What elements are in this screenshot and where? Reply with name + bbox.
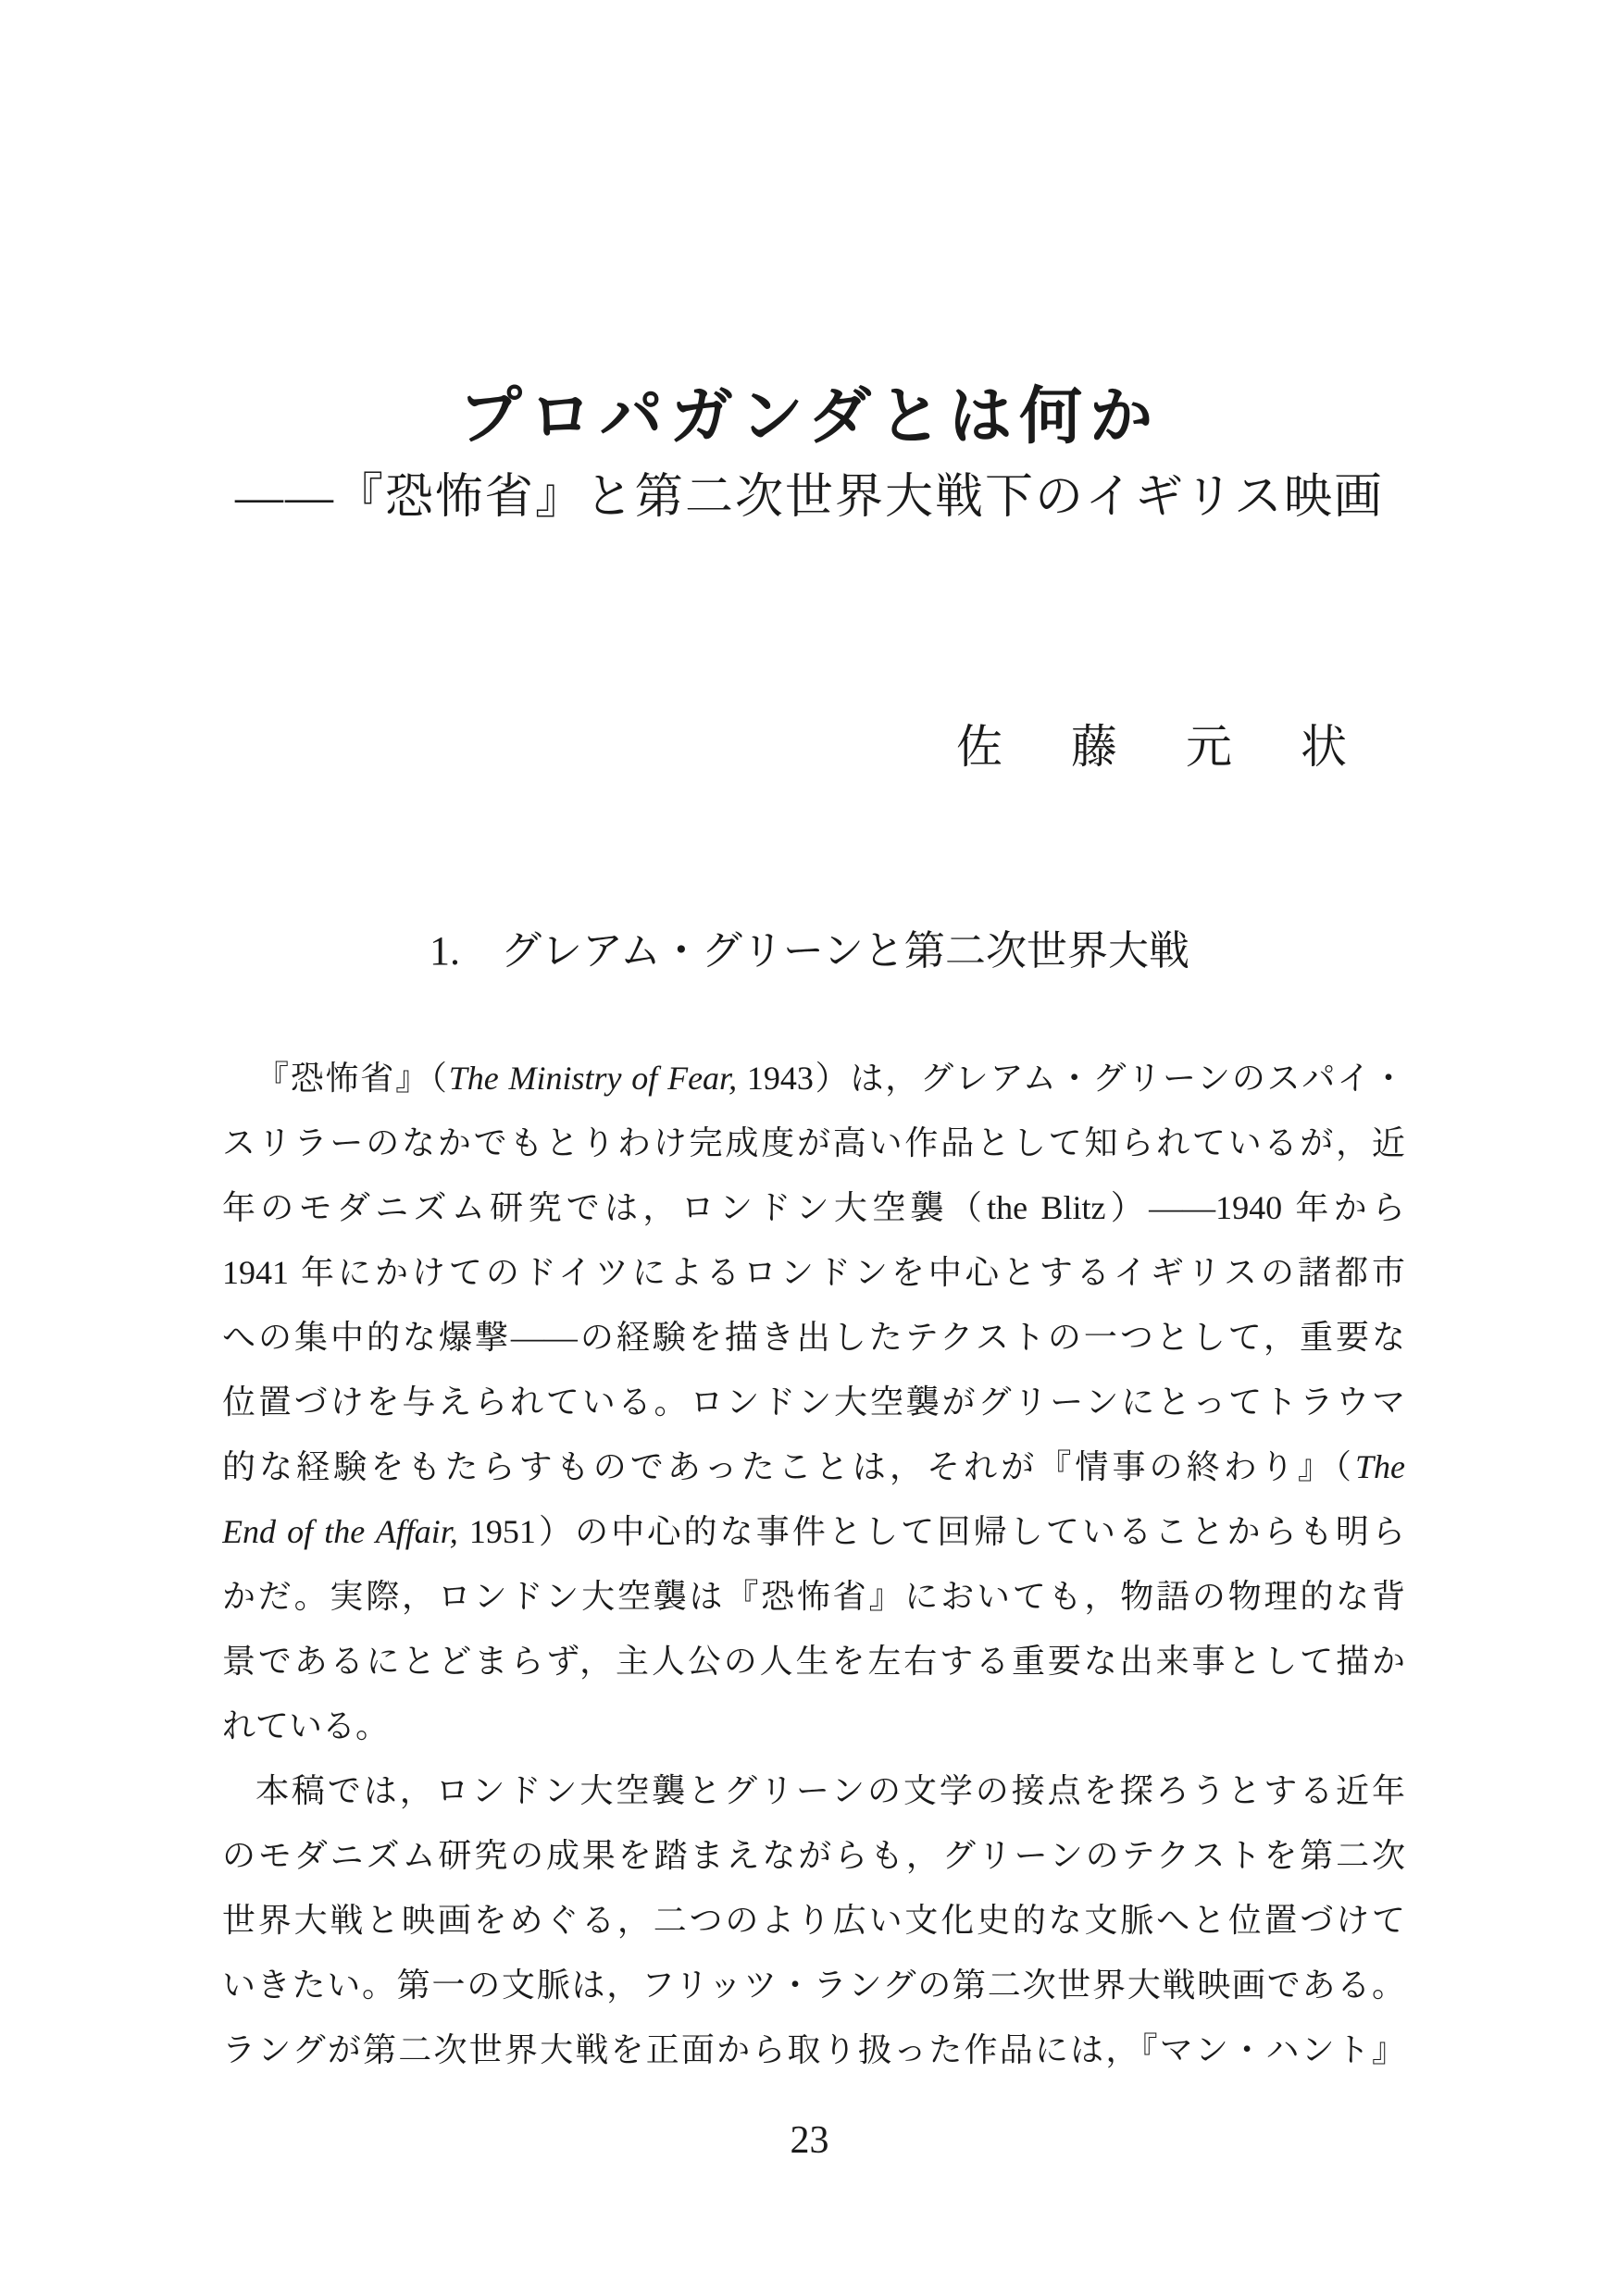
body-segment-italic: End of the Affair, xyxy=(222,1513,458,1550)
body-text xyxy=(222,1046,1405,2082)
document-subtitle: ——『恐怖省』と第二次世界大戦下のイギリス映画 xyxy=(235,471,1384,524)
body-line xyxy=(222,1046,1405,1111)
body-line xyxy=(222,2017,1405,2082)
page-number: 23 xyxy=(790,2119,829,2162)
body-segment: れている。 xyxy=(222,1707,390,1744)
author-name: 佐 藤 元 状 xyxy=(956,721,1358,773)
body-segment: 1951）の中心的な事件として回帰していることからも明ら xyxy=(457,1513,1405,1550)
section-heading: 1. グレアム・グリーンと第二次世界大戦 xyxy=(429,928,1190,974)
body-segment: 景であるにとどまらず，主人公の人生を左右する重要な出来事として描か xyxy=(222,1643,1405,1680)
body-line xyxy=(222,1888,1405,1953)
body-line xyxy=(222,1434,1405,1499)
body-segment-italic: The Ministry of Fear, xyxy=(448,1060,738,1097)
body-line xyxy=(222,1758,1405,1823)
body-segment: 本稿では，ロンドン大空襲とグリーンの文学の接点を探ろうとする近年 xyxy=(255,1772,1405,1809)
body-line xyxy=(222,1564,1405,1629)
body-segment: 1941 年にかけてのドイツによるロンドンを中心とするイギリスの諸都市 xyxy=(222,1254,1405,1291)
body-segment: 1943）は，グレアム・グリーンのスパイ・ xyxy=(737,1060,1405,1097)
body-line xyxy=(222,1175,1405,1240)
body-line xyxy=(222,1305,1405,1370)
body-line xyxy=(222,1694,1405,1758)
body-line xyxy=(222,1953,1405,2017)
body-line xyxy=(222,1499,1405,1564)
body-line xyxy=(222,1629,1405,1694)
body-segment: 『恐怖省』（ xyxy=(255,1060,449,1097)
body-segment: への集中的な爆撃——の経験を描き出したテクストの一つとして，重要な xyxy=(222,1319,1405,1356)
body-segment: のモダニズム研究の成果を踏まえながらも，グリーンのテクストを第二次 xyxy=(222,1837,1405,1874)
body-line xyxy=(222,1823,1405,1888)
body-line xyxy=(222,1240,1405,1305)
body-segment: 世界大戦と映画をめぐる，二つのより広い文化史的な文脈へと位置づけて xyxy=(222,1902,1405,1939)
body-line xyxy=(222,1370,1405,1434)
body-segment: ラングが第二次世界大戦を正面から取り扱った作品には，『マン・ハント』 xyxy=(222,2031,1405,2068)
document-title: プロパガンダとは何か xyxy=(458,381,1161,452)
body-segment: 年のモダニズム研究では，ロンドン大空襲（the Blitz）——1940 年から xyxy=(222,1189,1405,1226)
body-segment: いきたい。第一の文脈は，フリッツ・ラングの第二次世界大戦映画である。 xyxy=(222,1967,1405,2004)
body-line xyxy=(222,1111,1405,1175)
body-segment-italic: The xyxy=(1355,1448,1405,1485)
body-segment: 位置づけを与えられている。ロンドン大空襲がグリーンにとってトラウマ xyxy=(222,1384,1405,1421)
body-segment: 的な経験をもたらすものであったことは，それが『情事の終わり』（ xyxy=(222,1448,1355,1485)
body-segment: かだ。実際，ロンドン大空襲は『恐怖省』においても，物語の物理的な背 xyxy=(222,1578,1405,1615)
body-segment: スリラーのなかでもとりわけ完成度が高い作品として知られているが，近 xyxy=(222,1124,1405,1161)
